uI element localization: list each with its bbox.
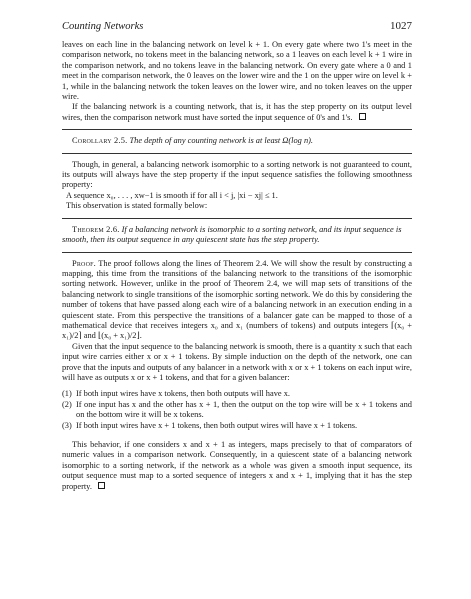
running-title: Counting Networks xyxy=(62,21,144,32)
page-header xyxy=(62,20,412,38)
final-text: This behavior, if one considers x and x + 1 as integers, maps precisely to that of comparators of numeric values in a comparison network. Consequently, in a quiescent state of a balancing network isomorphic to a sorting network, if the network as a whole was given a smooth input sequence, its output sequence must map to a sorted sequence of integers x and x + 1, implying that it has the step property. xyxy=(62,440,412,491)
list-item xyxy=(62,421,412,431)
list-item xyxy=(62,400,412,421)
qed-box-icon xyxy=(359,113,366,120)
list-item-number: (3) xyxy=(62,420,72,430)
list-item-number: (1) xyxy=(62,389,72,399)
observation: This observation is stated formally below: xyxy=(66,201,208,211)
theorem-text: If a balancing network is isomorphic to a sorting network, and its input sequence is smooth, then its output sequence in any quiescent state has the step property. xyxy=(62,224,402,245)
paragraph-given: Given that the input sequence to the balancing network is smooth, there is a quantity x such that each input wire carries either x or x + 1 tokens. By simple induction on the depth of the network, one can prove that the inputs and outputs of any balancer in a network with x or x + 1 tokens on each input wire, will have as outputs x or x + 1 tokens, and that for a given balancer: xyxy=(62,341,412,382)
proof-paragraph xyxy=(62,259,412,342)
paragraph-smooth: Though, in general, a balancing network isomorphic to a sorting network is not guaranteed to count, its outputs will always have the step property if the input sequence satisfies the following smoothness property: xyxy=(62,159,412,190)
list-item-text: If both input wires have x tokens, then both outputs will have x. xyxy=(76,389,290,399)
theorem xyxy=(62,225,412,246)
proof-label: Proof. xyxy=(72,258,96,268)
smooth-definition: A sequence x₀, . . . , xw−1 is smooth if for all i < j, |xi − xj| ≤ 1. xyxy=(66,190,278,200)
paragraph-conclusion xyxy=(62,102,412,123)
page xyxy=(62,20,412,492)
conclusion-text: If the balancing network is a counting network, that is, it has the step property on its output level wires, then the comparison network must have sorted the input sequence of 0's and 1's. xyxy=(62,102,412,122)
corollary-label: Corollary 2.5. xyxy=(72,136,128,146)
proof-text: The proof follows along the lines of Theorem 2.4. We will show the result by constructing a mapping, this time from the transitions of the balancing network to the transitions of the isomorphic sorting network. However, unlike in the proof of Theorem 2.4, we will map sets of transitions of the balancing network to single transitions of the isomorphic sorting network. We do this by considering the number of tokens that have passed along each wire of a balancing network in an execution ending in a quiescent state. From this perspective the transitions of a balancer gate can be mapped to those of a mathematical device that receives integers x₀ and x₁ (numbers of tokens) and outputs integers ⌈(x₀ + x₁)/2⌉ and ⌊(x₀ + x₁)/2⌋. xyxy=(62,258,412,341)
list-item xyxy=(62,389,412,399)
cases-list xyxy=(62,389,412,431)
paragraph-continuation: leaves on each line in the balancing network on level k + 1. On every gate where two 1's meet in the comparison network, no tokens meet in the balancing network, so a 1 leaves on each level k + 1 wire in the comparison network, and no tokens leave in the balancing network. On every gate where a 0 and 1 meet in the comparison network, the 0 leaves on the lower wire and the 1 on the upper wire on level k + 1, while in the balancing network the token leaves on the lower wire, and no token leaves on the upper wire. xyxy=(62,40,412,102)
corollary xyxy=(62,136,412,146)
corollary-text: The depth of any counting network is at least Ω(log n). xyxy=(129,136,314,146)
page-number: 1027 xyxy=(390,20,412,32)
paragraph-final xyxy=(62,440,412,492)
theorem-label: Theorem 2.6. xyxy=(72,224,120,234)
list-item-text: If both input wires have x + 1 tokens, then both output wires will have x + 1 tokens. xyxy=(76,420,358,430)
qed-box-icon xyxy=(98,482,105,489)
list-item-number: (2) xyxy=(62,399,72,409)
list-item-text: If one input has x and the other has x + 1, then the output on the top wire will be x + 1 tokens and on the bottom wire it will be x tokens. xyxy=(76,399,412,420)
